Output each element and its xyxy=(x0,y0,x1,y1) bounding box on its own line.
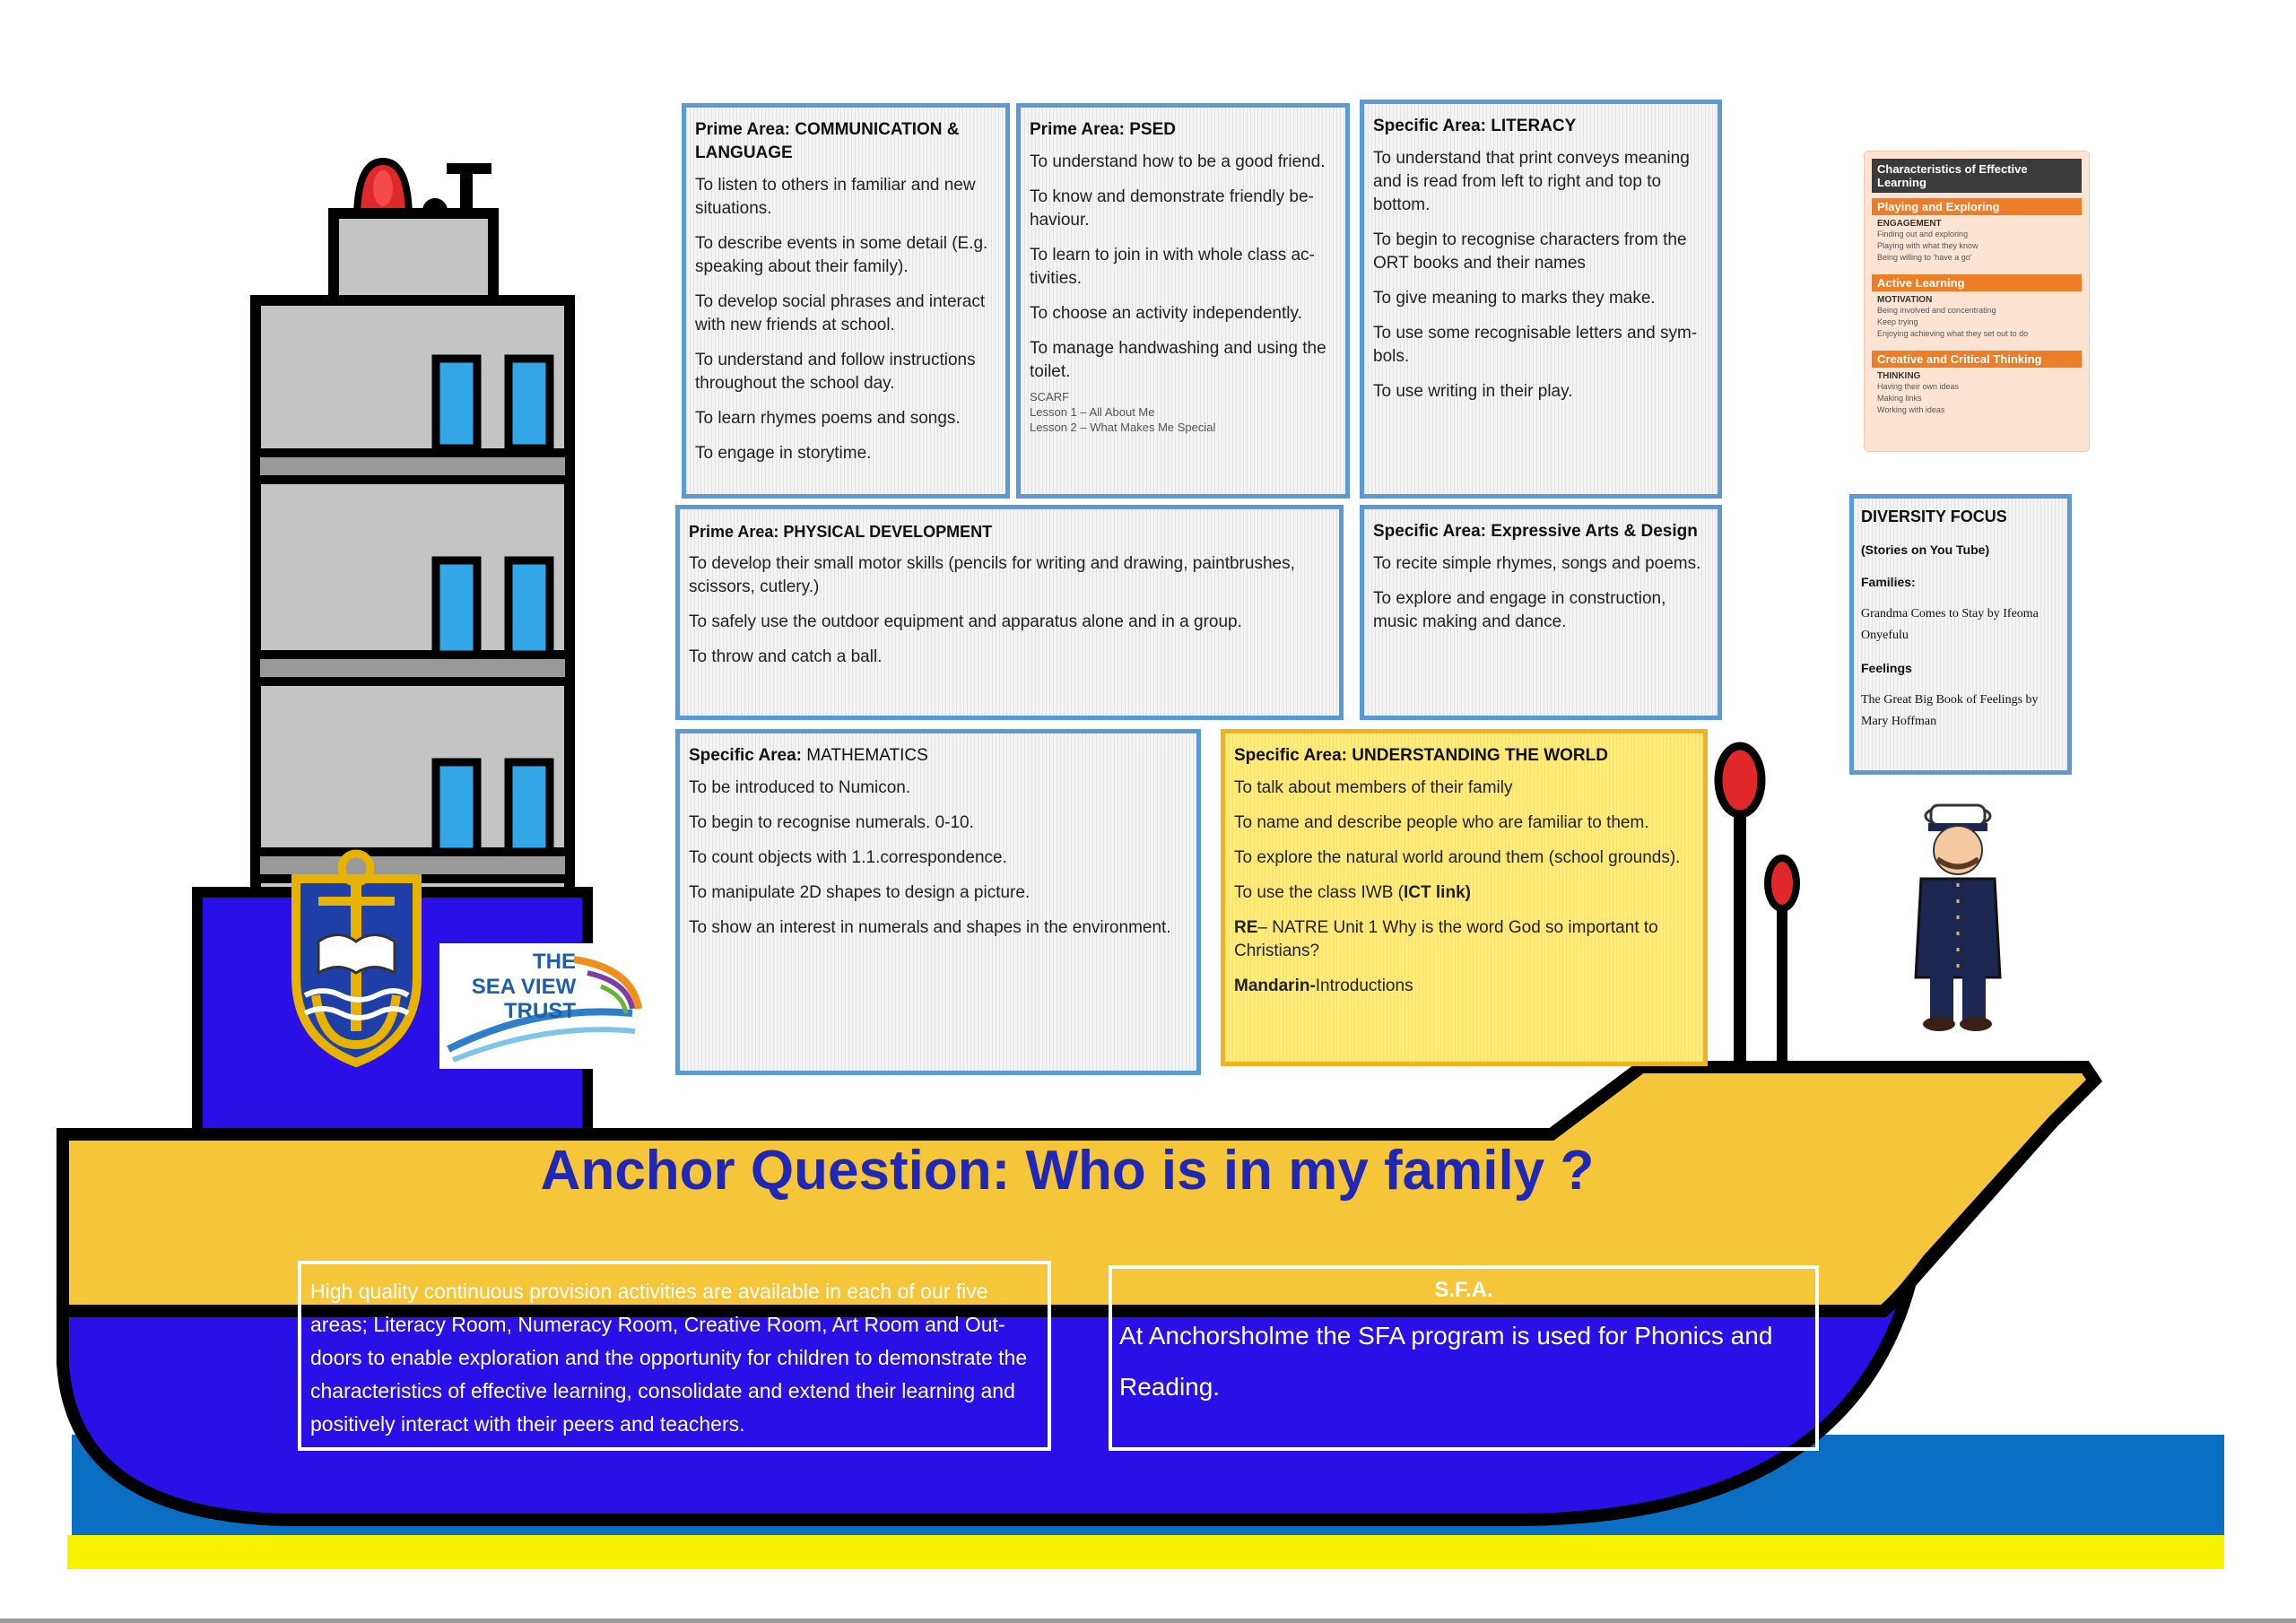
box-physical-development xyxy=(675,505,1344,720)
section-item: Making links xyxy=(1877,394,1922,403)
sfa-title: S.F.A. xyxy=(1434,1278,1493,1302)
objective: To count objects with 1.1.correspondence. xyxy=(689,848,1007,867)
section-item: Having their own ideas xyxy=(1877,382,1960,391)
title-subject: MATHEMATICS xyxy=(806,746,928,765)
families-book: Grandma Comes to Stay by Ifeoma Onyefulu xyxy=(1861,607,2039,642)
scarf-label: SCARF xyxy=(1030,390,1070,404)
diversity-focus-box xyxy=(1849,494,2072,775)
objective-ict xyxy=(1234,881,1694,905)
mandarin-text: Introductions xyxy=(1315,976,1413,995)
objective: To develop social phrases and interact with new friends at school. xyxy=(695,292,986,334)
ict-end: ) xyxy=(1465,883,1471,902)
objective: To manage handwashing and using the toilet. xyxy=(1030,339,1326,381)
box-understanding-world xyxy=(1221,729,1708,1066)
objective: To engage in storytime. xyxy=(695,444,872,463)
box-mathematics xyxy=(675,729,1201,1075)
box-communication-language xyxy=(682,103,1010,499)
objective: To recite simple rhymes, songs and poems. xyxy=(1373,554,1701,573)
characteristics-title: Characteristics of Effective Learning xyxy=(1872,159,2082,193)
logo-line3: TRUST xyxy=(504,999,576,1023)
families-label: Families: xyxy=(1861,575,1916,589)
provision-box xyxy=(298,1261,1051,1451)
mandarin-label: Mandarin- xyxy=(1234,976,1316,995)
objective: To understand that print conveys meaning and is read from left to right and top to bottom. xyxy=(1373,149,1690,214)
section-band: Creative and Critical Thinking xyxy=(1872,351,2082,368)
objective: To begin to recognise numerals. 0-10. xyxy=(689,813,974,832)
objective: To use writing in their play. xyxy=(1373,382,1573,401)
title-prefix: Specific Area: xyxy=(689,746,807,765)
bridge-top xyxy=(334,213,493,303)
feelings-book: The Great Big Book of Feelings by Mary Hoffman xyxy=(1861,693,2039,728)
box-expressive-arts xyxy=(1360,505,1722,720)
diversity-heading: DIVERSITY FOCUS xyxy=(1861,508,2007,525)
objective: To choose an activity independently. xyxy=(1030,304,1302,323)
sand-strip xyxy=(67,1535,2224,1569)
objective: To know and demonstrate friendly be-haviour. xyxy=(1030,187,1314,230)
section-sub: THINKING xyxy=(1877,371,1921,381)
ict-link: ICT link xyxy=(1404,883,1465,902)
section-item: Being involved and concentrating xyxy=(1877,306,1996,315)
objective: To manipulate 2D shapes to design a picture. xyxy=(689,883,1031,902)
objective: To describe events in some detail (E.g. speaking about their family). xyxy=(695,234,988,276)
objective: To name and describe people who are familiar to them. xyxy=(1234,813,1649,832)
objective: To explore and engage in construction, music making and dance. xyxy=(1373,589,1666,631)
objective: To understand how to be a good friend. xyxy=(1030,152,1326,171)
school-crest xyxy=(296,854,417,1063)
scarf-lesson: Lesson 2 – What Makes Me Special xyxy=(1030,421,1216,434)
box-title xyxy=(689,744,1187,768)
feelings-label: Feelings xyxy=(1861,661,1912,675)
deck-mast-tall xyxy=(1718,746,1761,1067)
objective-mandarin xyxy=(1234,975,1694,998)
box-literacy xyxy=(1360,100,1722,499)
scarf-lesson: Lesson 1 – All About Me xyxy=(1030,405,1155,419)
objective: To give meaning to marks they make. xyxy=(1373,289,1656,308)
logo-line2: SEA VIEW xyxy=(471,975,577,999)
logo-line1: THE xyxy=(533,950,576,974)
objective: To throw and catch a ball. xyxy=(689,647,883,666)
objective: To begin to recognise characters from the ORT books and their names xyxy=(1373,230,1687,273)
objective: To learn rhymes poems and songs. xyxy=(695,409,961,428)
objective: To develop their small motor skills (pencils for writing and drawing, paintbrushes, scissors, cutlery.) xyxy=(689,554,1295,596)
box-title: Prime Area: PSED xyxy=(1030,120,1176,139)
section-item: Finding out and exploring xyxy=(1877,230,1969,239)
sea-view-trust-logo xyxy=(439,943,641,1069)
objective: To use some recognisable letters and sym-bols. xyxy=(1373,324,1698,366)
sfa-box xyxy=(1109,1265,1819,1451)
section-item: Keep trying xyxy=(1877,317,1918,326)
section-band: Playing and Exploring xyxy=(1872,198,2082,215)
objective: To talk about members of their family xyxy=(1234,778,1513,797)
objective: To listen to others in familiar and new situations. xyxy=(695,176,976,218)
deck-mast-short xyxy=(1768,858,1796,1067)
captain-figure xyxy=(1916,805,2000,1031)
box-title: Specific Area: Expressive Arts & Design xyxy=(1373,522,1698,541)
sfa-text: At Anchorsholme the SFA program is used for Phonics and Reading. xyxy=(1119,1322,1773,1401)
section-item: Working with ideas xyxy=(1877,405,1945,414)
objective: To safely use the outdoor equipment and apparatus alone and in a group. xyxy=(689,612,1242,631)
diversity-subheading: (Stories on You Tube) xyxy=(1861,542,1990,557)
section-item: Enjoying achieving what they set out to do xyxy=(1877,329,2029,338)
box-psed xyxy=(1016,103,1350,499)
section-item: Playing with what they know xyxy=(1877,241,1979,250)
section-sub: MOTIVATION xyxy=(1877,295,1933,305)
anchor-question: Anchor Question: Who is in my family ? xyxy=(540,1140,1595,1202)
objective: To show an interest in numerals and shapes in the environment. xyxy=(689,918,1171,937)
section-band: Active Learning xyxy=(1872,274,2082,291)
box-title: Prime Area: COMMUNICATION & LANGUAGE xyxy=(695,120,960,162)
objective: To understand and follow instructions throughout the school day. xyxy=(695,351,976,393)
provision-text: High quality continuous provision activities are available in each of our five areas; Literacy Room, Numeracy Room, Creative Room, Art Room and Out-doors to enable exploration and the opportunity for children to demonstrate the characteristics of effective learning, consolidate and extend their learning and positively interact with their peers and teachers. xyxy=(310,1280,1028,1436)
ict-text: To use the class IWB ( xyxy=(1234,883,1405,902)
box-title: Specific Area: UNDERSTANDING THE WORLD xyxy=(1234,746,1608,765)
objective-re xyxy=(1234,916,1694,963)
objective: To explore the natural world around them (school grounds). xyxy=(1234,848,1681,867)
characteristics-card xyxy=(1864,151,2090,452)
section-item: Being willing to 'have a go' xyxy=(1877,253,1972,262)
box-title: Prime Area: PHYSICAL DEVELOPMENT xyxy=(689,523,993,541)
objective: To be introduced to Numicon. xyxy=(689,778,911,797)
re-label: RE xyxy=(1234,918,1258,937)
re-text: – NATRE Unit 1 Why is the word God so important to Christians? xyxy=(1234,918,1658,960)
objective: To learn to join in with whole class ac-tivities. xyxy=(1030,246,1315,288)
section-sub: ENGAGEMENT xyxy=(1877,219,1942,229)
box-title: Specific Area: LITERACY xyxy=(1373,117,1577,135)
